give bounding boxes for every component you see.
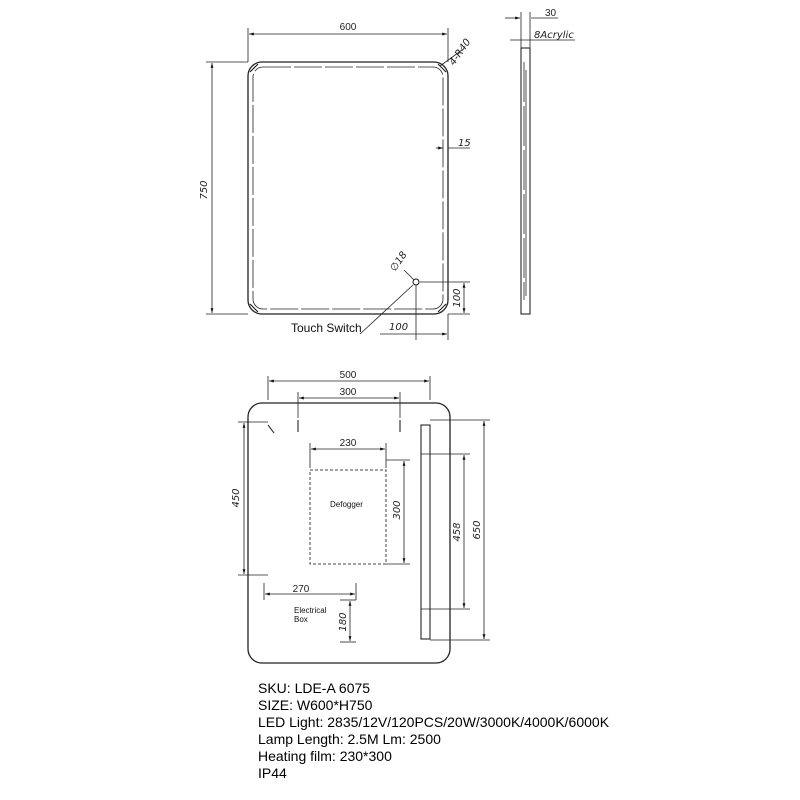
side-view [505,8,575,314]
strip-height-label: 458 [452,522,463,542]
spec-list [258,680,778,782]
defogger-label: Defogger [330,500,363,509]
spec-size: SIZE: W600*H750 [258,697,373,713]
spec-ip-rating: IP44 [258,765,287,781]
defogger-height-label: 300 [392,500,403,520]
left-height-label: 450 [231,488,242,508]
electrical-box-label-line2: Box [294,615,308,624]
depth-label: 30 [545,8,557,19]
led-channel [421,425,430,639]
back-width-label: 500 [339,370,357,381]
front-view [199,22,473,340]
led-band [253,67,443,309]
overall-height-label: 650 [472,520,483,540]
defogger-width-label: 230 [339,438,357,449]
switch-vertical-label: 100 [452,288,463,308]
border-width-label: 15 [458,138,471,149]
height-dimension-label: 750 [199,180,210,200]
touch-switch-label: Touch Switch [291,321,362,335]
spec-sku: SKU: LDE-A 6075 [258,680,371,696]
top-inner-label: 300 [339,387,357,398]
box-height-label: 180 [338,612,349,632]
spec-lamp-length: Lamp Length: 2.5M Lm: 2500 [258,731,441,747]
hole-diameter-label: ∅18 [388,249,410,274]
width-dimension-label: 600 [339,22,357,33]
box-width-label: 270 [292,584,310,595]
switch-horizontal-label: 100 [389,322,409,333]
side-profile [521,48,530,314]
spec-heating-film: Heating film: 230*300 [258,748,392,764]
back-view [231,370,490,663]
mirror-outline [248,62,448,314]
defogger-pad [310,470,386,564]
corner-radius-label: 4-R40 [447,37,474,68]
electrical-box-label-line1: Electrical [294,606,327,615]
acrylic-label: 8Acrylic [534,30,574,41]
spec-led-light: LED Light: 2835/12V/120PCS/20W/3000K/4000K/6000K [258,714,610,730]
